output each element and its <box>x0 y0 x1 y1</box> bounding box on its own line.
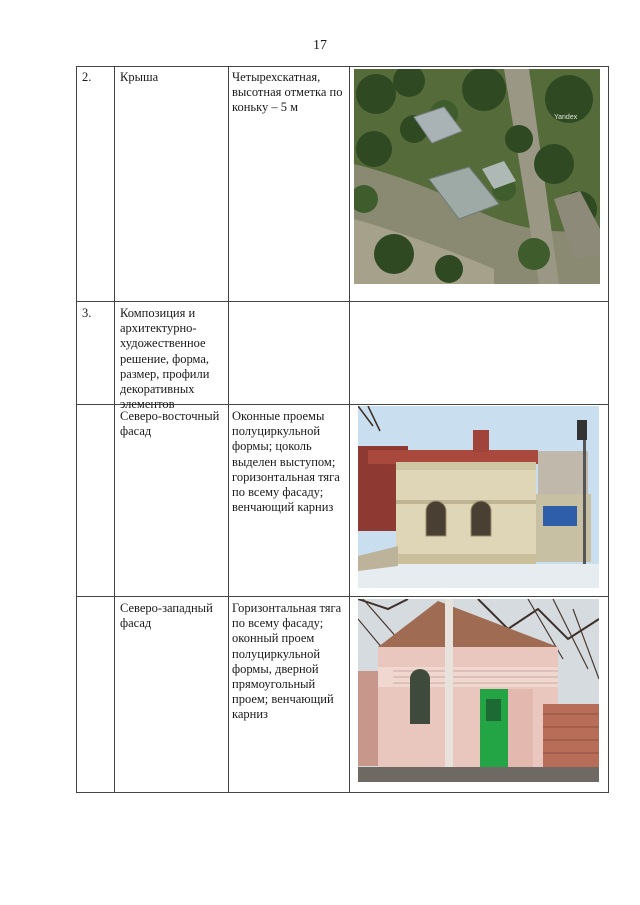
northeast-facade-photo <box>358 406 599 588</box>
northwest-facade-photo <box>358 599 599 782</box>
element-name: Северо-западный фасад <box>120 601 213 631</box>
row-number: 2. <box>82 70 92 84</box>
element-description: Горизонтальная тяга по всему фасаду; оконный проем полуциркульной формы, дверной прямоугольный проем; венчающий карниз <box>232 601 342 722</box>
element-name: Крыша <box>120 70 159 84</box>
table-border-left <box>76 66 77 793</box>
element-description: Оконные проемы полуциркульной формы; цоколь выделен выступом; горизонтальная тяга по всему фасаду; венчающий карниз <box>232 409 340 515</box>
column-divider <box>349 66 350 793</box>
element-name: Композиция и архитектурно-художественное решение, форма, размер, профили декоративных элементов <box>120 306 210 412</box>
column-divider <box>228 66 229 793</box>
row-divider <box>76 301 609 302</box>
table-border-right <box>608 66 609 793</box>
column-divider <box>114 66 115 793</box>
element-description: Четырехскатная, высотная отметка по коньку – 5 м <box>232 70 343 115</box>
map-watermark: Yandex <box>554 114 578 121</box>
attributes-table <box>76 66 609 793</box>
page-number: 17 <box>313 38 327 53</box>
element-name: Северо-восточный фасад <box>120 409 220 439</box>
aerial-satellite-photo <box>354 69 600 284</box>
row-number: 3. <box>82 306 92 320</box>
table-border-bottom <box>76 792 609 793</box>
row-divider <box>76 596 609 597</box>
table-border-top <box>76 66 609 67</box>
